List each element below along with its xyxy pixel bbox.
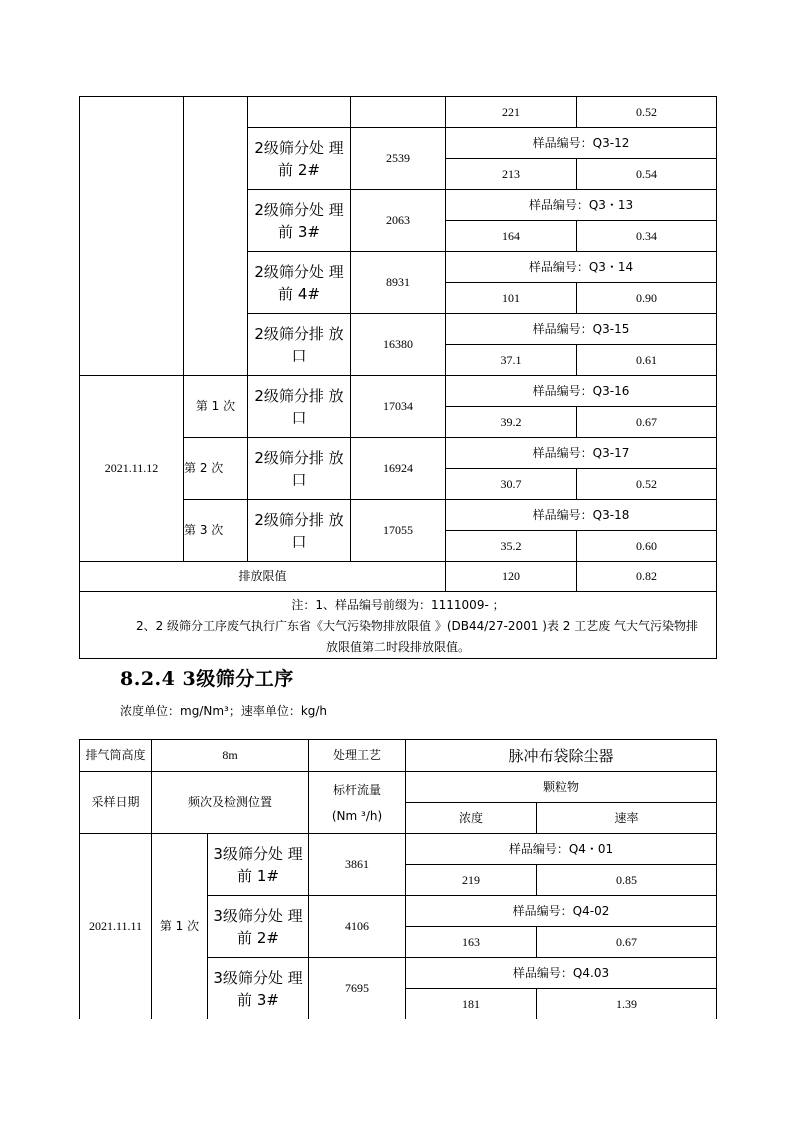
flow-header-unit: (Nm ³/h) [331, 808, 383, 823]
sample-id-cell: 样品编号：Q3-17 [446, 438, 717, 469]
conc-cell: 219 [406, 865, 537, 896]
flow-header-label: 标杆流量 [332, 782, 381, 797]
limit-rate: 0.82 [577, 562, 717, 592]
sample-id-cell: 样品编号：Q4.03 [406, 958, 717, 989]
location-cell: 2级筛分处 理前 4# [248, 252, 351, 314]
flow-cell: 7695 [309, 958, 406, 1020]
rate-cell: 0.85 [537, 865, 717, 896]
rate-cell: 0.61 [577, 345, 717, 376]
process-value: 脉冲布袋除尘器 [406, 740, 717, 772]
date-header: 采样日期 [80, 772, 152, 834]
sample-id-cell: 样品编号：Q3・14 [446, 252, 717, 283]
freq-cell: 第 3 次 [184, 500, 248, 562]
rate-cell: 0.54 [577, 159, 717, 190]
conc-cell: 164 [446, 221, 577, 252]
location-cell: 2级筛分排 放口 [248, 438, 351, 500]
process-label: 处理工艺 [309, 740, 406, 772]
date-cell: 2021.11.11 [80, 834, 152, 1020]
rate-cell: 0.67 [537, 927, 717, 958]
sample-id-cell: 样品编号：Q3・13 [446, 190, 717, 221]
units-line: 浓度单位：mg/Nm³；速率单位：kg/h [120, 704, 328, 718]
sample-id-cell: 样品编号：Q3-12 [446, 128, 717, 159]
pollutant-header: 颗粒物 [406, 772, 717, 803]
table-3rd-screening [79, 739, 717, 1019]
conc-cell: 30.7 [446, 469, 577, 500]
stack-height-value: 8m [152, 740, 309, 772]
flow-cell: 8931 [351, 252, 446, 314]
limit-label: 排放限值 [80, 562, 446, 592]
sample-id-cell: 样品编号：Q3-18 [446, 500, 717, 531]
flow-header [309, 772, 406, 834]
conc-cell: 181 [406, 989, 537, 1020]
sample-id-cell: 样品编号：Q4-02 [406, 896, 717, 927]
conc-cell: 213 [446, 159, 577, 190]
conc-cell: 163 [406, 927, 537, 958]
note-line-1: 注：1、样品编号前缀为：1111009- ； [291, 598, 505, 612]
freq-cell: 第 2 次 [184, 438, 248, 500]
location-cell: 2级筛分处 理前 3# [248, 190, 351, 252]
sample-id-cell: 样品编号：Q3-16 [446, 376, 717, 407]
location-cell: 2级筛分处 理前 2# [248, 128, 351, 190]
note-line-2: 2、2 级筛分工序废气执行广东省《大气污染物排放限值 》(DB44/27-2001 )表 2 工艺废 气大气污染物排 [135, 619, 699, 633]
sample-id-cell: 样品编号：Q4・01 [406, 834, 717, 865]
conc-cell: 37.1 [446, 345, 577, 376]
location-cell: 3级筛分处 理前 3# [208, 958, 309, 1020]
rate-header: 速率 [537, 803, 717, 834]
flow-cell: 17034 [351, 376, 446, 438]
flow-cell: 17055 [351, 500, 446, 562]
flow-cell: 16924 [351, 438, 446, 500]
flow-cell: 2063 [351, 190, 446, 252]
freq-location-header: 频次及检测位置 [152, 772, 309, 834]
rate-cell: 0.52 [577, 97, 717, 128]
sample-id-cell: 样品编号：Q3-15 [446, 314, 717, 345]
location-cell: 2级筛分排 放口 [248, 314, 351, 376]
flow-cell: 4106 [309, 896, 406, 958]
rate-cell: 1.39 [537, 989, 717, 1020]
location-cell: 3级筛分处 理前 1# [208, 834, 309, 896]
location-cell: 2级筛分排 放口 [248, 500, 351, 562]
location-cell: 3级筛分处 理前 2# [208, 896, 309, 958]
rate-cell: 0.90 [577, 283, 717, 314]
conc-cell: 221 [446, 97, 577, 128]
conc-cell: 39.2 [446, 407, 577, 438]
location-cell: 2级筛分排 放口 [248, 376, 351, 438]
conc-cell: 35.2 [446, 531, 577, 562]
flow-cell: 2539 [351, 128, 446, 190]
date-cell: 2021.11.12 [80, 376, 184, 562]
limit-conc: 120 [446, 562, 577, 592]
rate-cell: 0.34 [577, 221, 717, 252]
flow-cell: 16380 [351, 314, 446, 376]
conc-header: 浓度 [406, 803, 537, 834]
rate-cell: 0.67 [577, 407, 717, 438]
section-heading: 8.2.4 3级筛分工序 [120, 668, 294, 690]
freq-cell: 第 1 次 [152, 834, 208, 1020]
stack-height-label: 排气筒高度 [80, 740, 152, 772]
rate-cell: 0.60 [577, 531, 717, 562]
rate-cell: 0.52 [577, 469, 717, 500]
freq-cell: 第 1 次 [184, 376, 248, 438]
note-line-3: 放限值第二时段排放限值。 [325, 640, 470, 654]
flow-cell: 3861 [309, 834, 406, 896]
conc-cell: 101 [446, 283, 577, 314]
